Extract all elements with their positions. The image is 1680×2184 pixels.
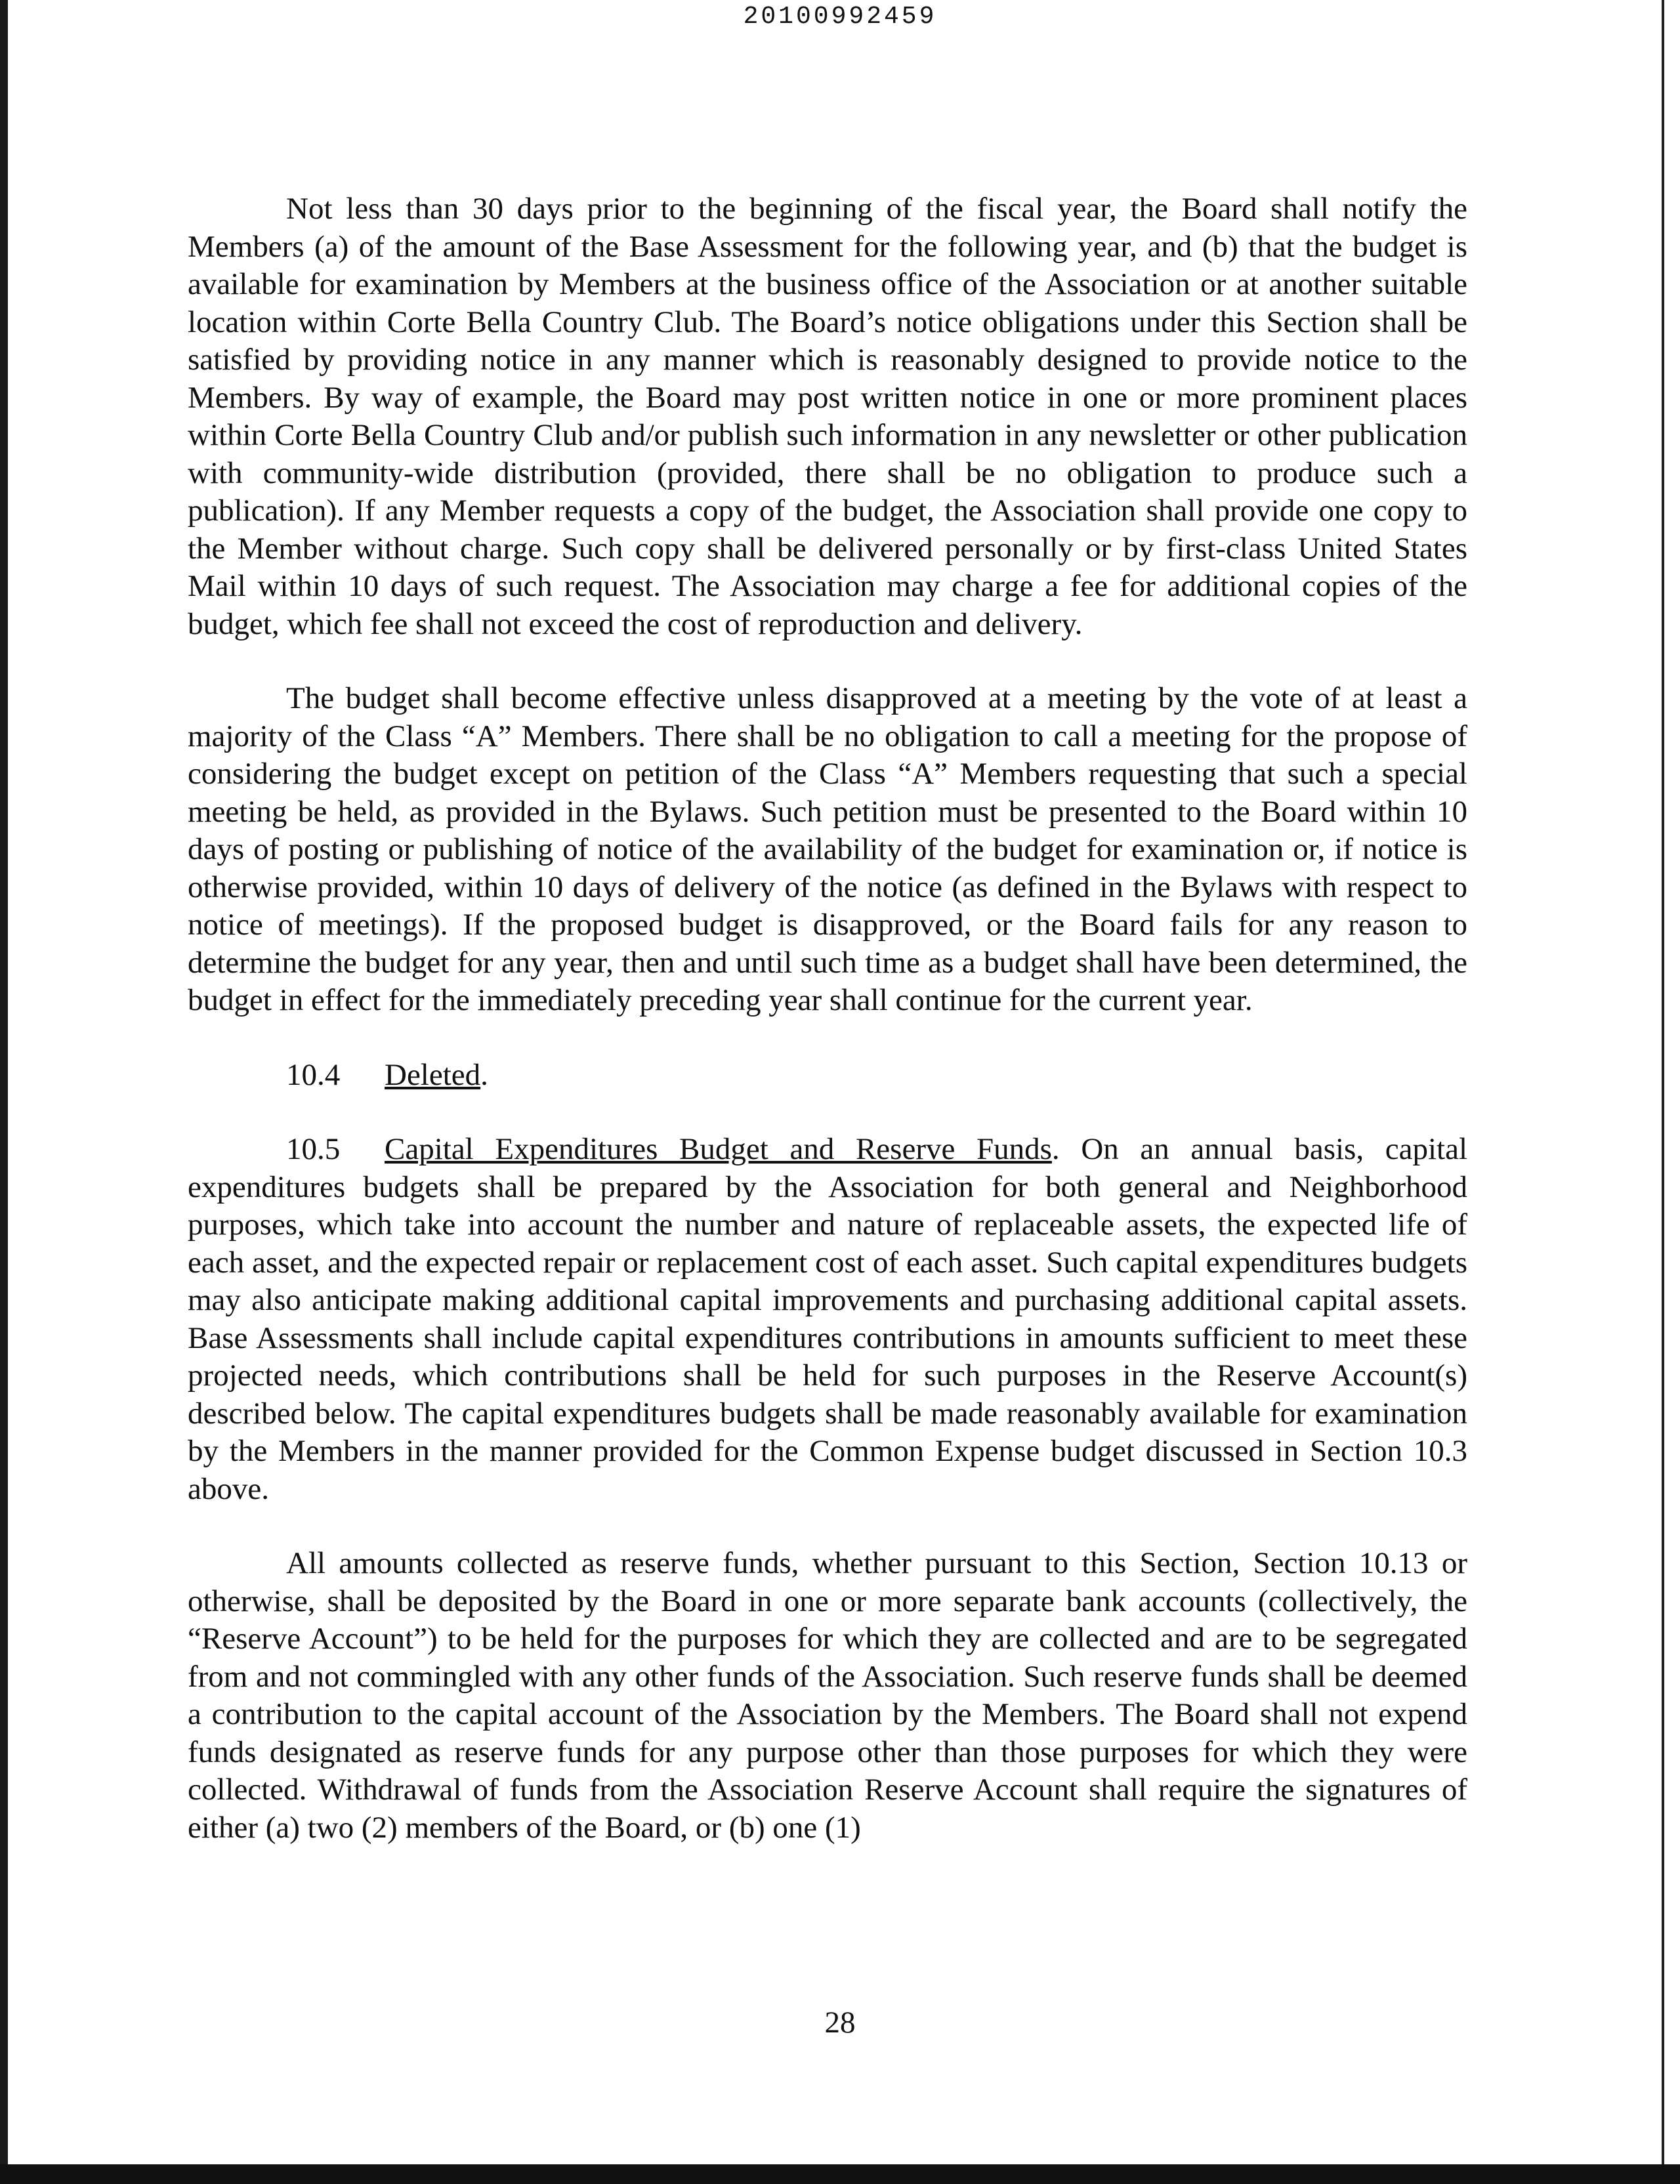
page-body <box>188 190 1467 1883</box>
section-10-4-title: Deleted <box>385 1057 481 1092</box>
section-10-5-period: . <box>1051 1132 1060 1166</box>
section-10-5-number: 10.5 <box>286 1132 341 1166</box>
section-10-4 <box>188 1057 1467 1095</box>
section-10-5 <box>188 1131 1467 1508</box>
document-number: 20100992459 <box>743 3 937 31</box>
paragraph-budget-notice: Not less than 30 days prior to the beginning of the fiscal year, the Board shall notify the Members (a) of the amount of the Base Assessment for the following year, and (b) that the budget is available for examination by Members at the business office of the Association or at another suitable location within Corte Bella Country Club. The Board’s notice obligations under this Section shall be satisfied by providing notice in any manner which is reasonably designed to provide notice to the Members. By way of example, the Board may post written notice in one or more prominent places within Corte Bella Country Club and/or publish such information in any newsletter or other publication with community-wide distribution (provided, there shall be no obligation to produce such a publication). If any Member requests a copy of the budget, the Association shall provide one copy to the Member without charge. Such copy shall be delivered personally or by first-class United States Mail within 10 days of such request. The Association may charge a fee for additional copies of the budget, which fee shall not exceed the cost of reproduction and delivery. <box>188 192 1467 641</box>
page-number: 28 <box>824 2006 856 2040</box>
scan-bottom-edge <box>0 2164 1680 2184</box>
section-10-4-period: . <box>480 1057 488 1092</box>
scan-left-edge <box>0 0 8 2166</box>
paragraph-budget-effective: The budget shall become effective unless disapproved at a meeting by the vote of at least a majority of the Class “A” Members. There shall be no obligation to call a meeting for the propose of considering the budget except on petition of the Class “A” Members requesting that such a special meeting be held, as provided in the Bylaws. Such petition must be presented to the Board within 10 days of posting or publishing of notice of the availability of the budget for examination or, if notice is otherwise provided, within 10 days of delivery of the notice (as defined in the Bylaws with respect to notice of meetings). If the proposed budget is disapproved, or the Board fails for any reason to determine the budget for any year, then and until such time as a budget shall have been determined, the budget in effect for the immediately preceding year shall continue for the current year. <box>188 681 1467 1017</box>
section-10-5-body: On an annual basis, capital expenditures budgets shall be prepared by the Association for both general and Neighborhood purposes, which take into account the number and nature of replaceable assets, the expected life of each asset, and the expected repair or replacement cost of each asset. Such capital expenditures budgets may also anticipate making additional capital improvements and purchasing additional capital assets. Base Assessments shall include capital expenditures contributions in amounts sufficient to meet these projected needs, which contributions shall be held for such purposes in the Reserve Account(s) described below. The capital expenditures budgets shall be made reasonably available for examination by the Members in the manner provided for the Common Expense budget discussed in Section 10.3 above. <box>188 1132 1468 1506</box>
paragraph-reserve-funds: All amounts collected as reserve funds, whether pursuant to this Section, Section 10.13 or otherwise, shall be deposited by the Board in one or more separate bank accounts (collectively, the “Reserve Account”) to be held for the purposes for which they are collected and are to be segregated from and not commingled with any other funds of the Association. Such reserve funds shall be deemed a contribution to the capital account of the Association by the Members. The Board shall not expend funds designated as reserve funds for any purpose other than those purposes for which they were collected. Withdrawal of funds from the Association Reserve Account shall require the signatures of either (a) two (2) members of the Board, or (b) one (1) <box>188 1546 1467 1845</box>
section-10-4-number: 10.4 <box>286 1057 341 1092</box>
scan-right-edge <box>1662 0 1680 2184</box>
section-10-5-title: Capital Expenditures Budget and Reserve Funds <box>385 1132 1052 1166</box>
